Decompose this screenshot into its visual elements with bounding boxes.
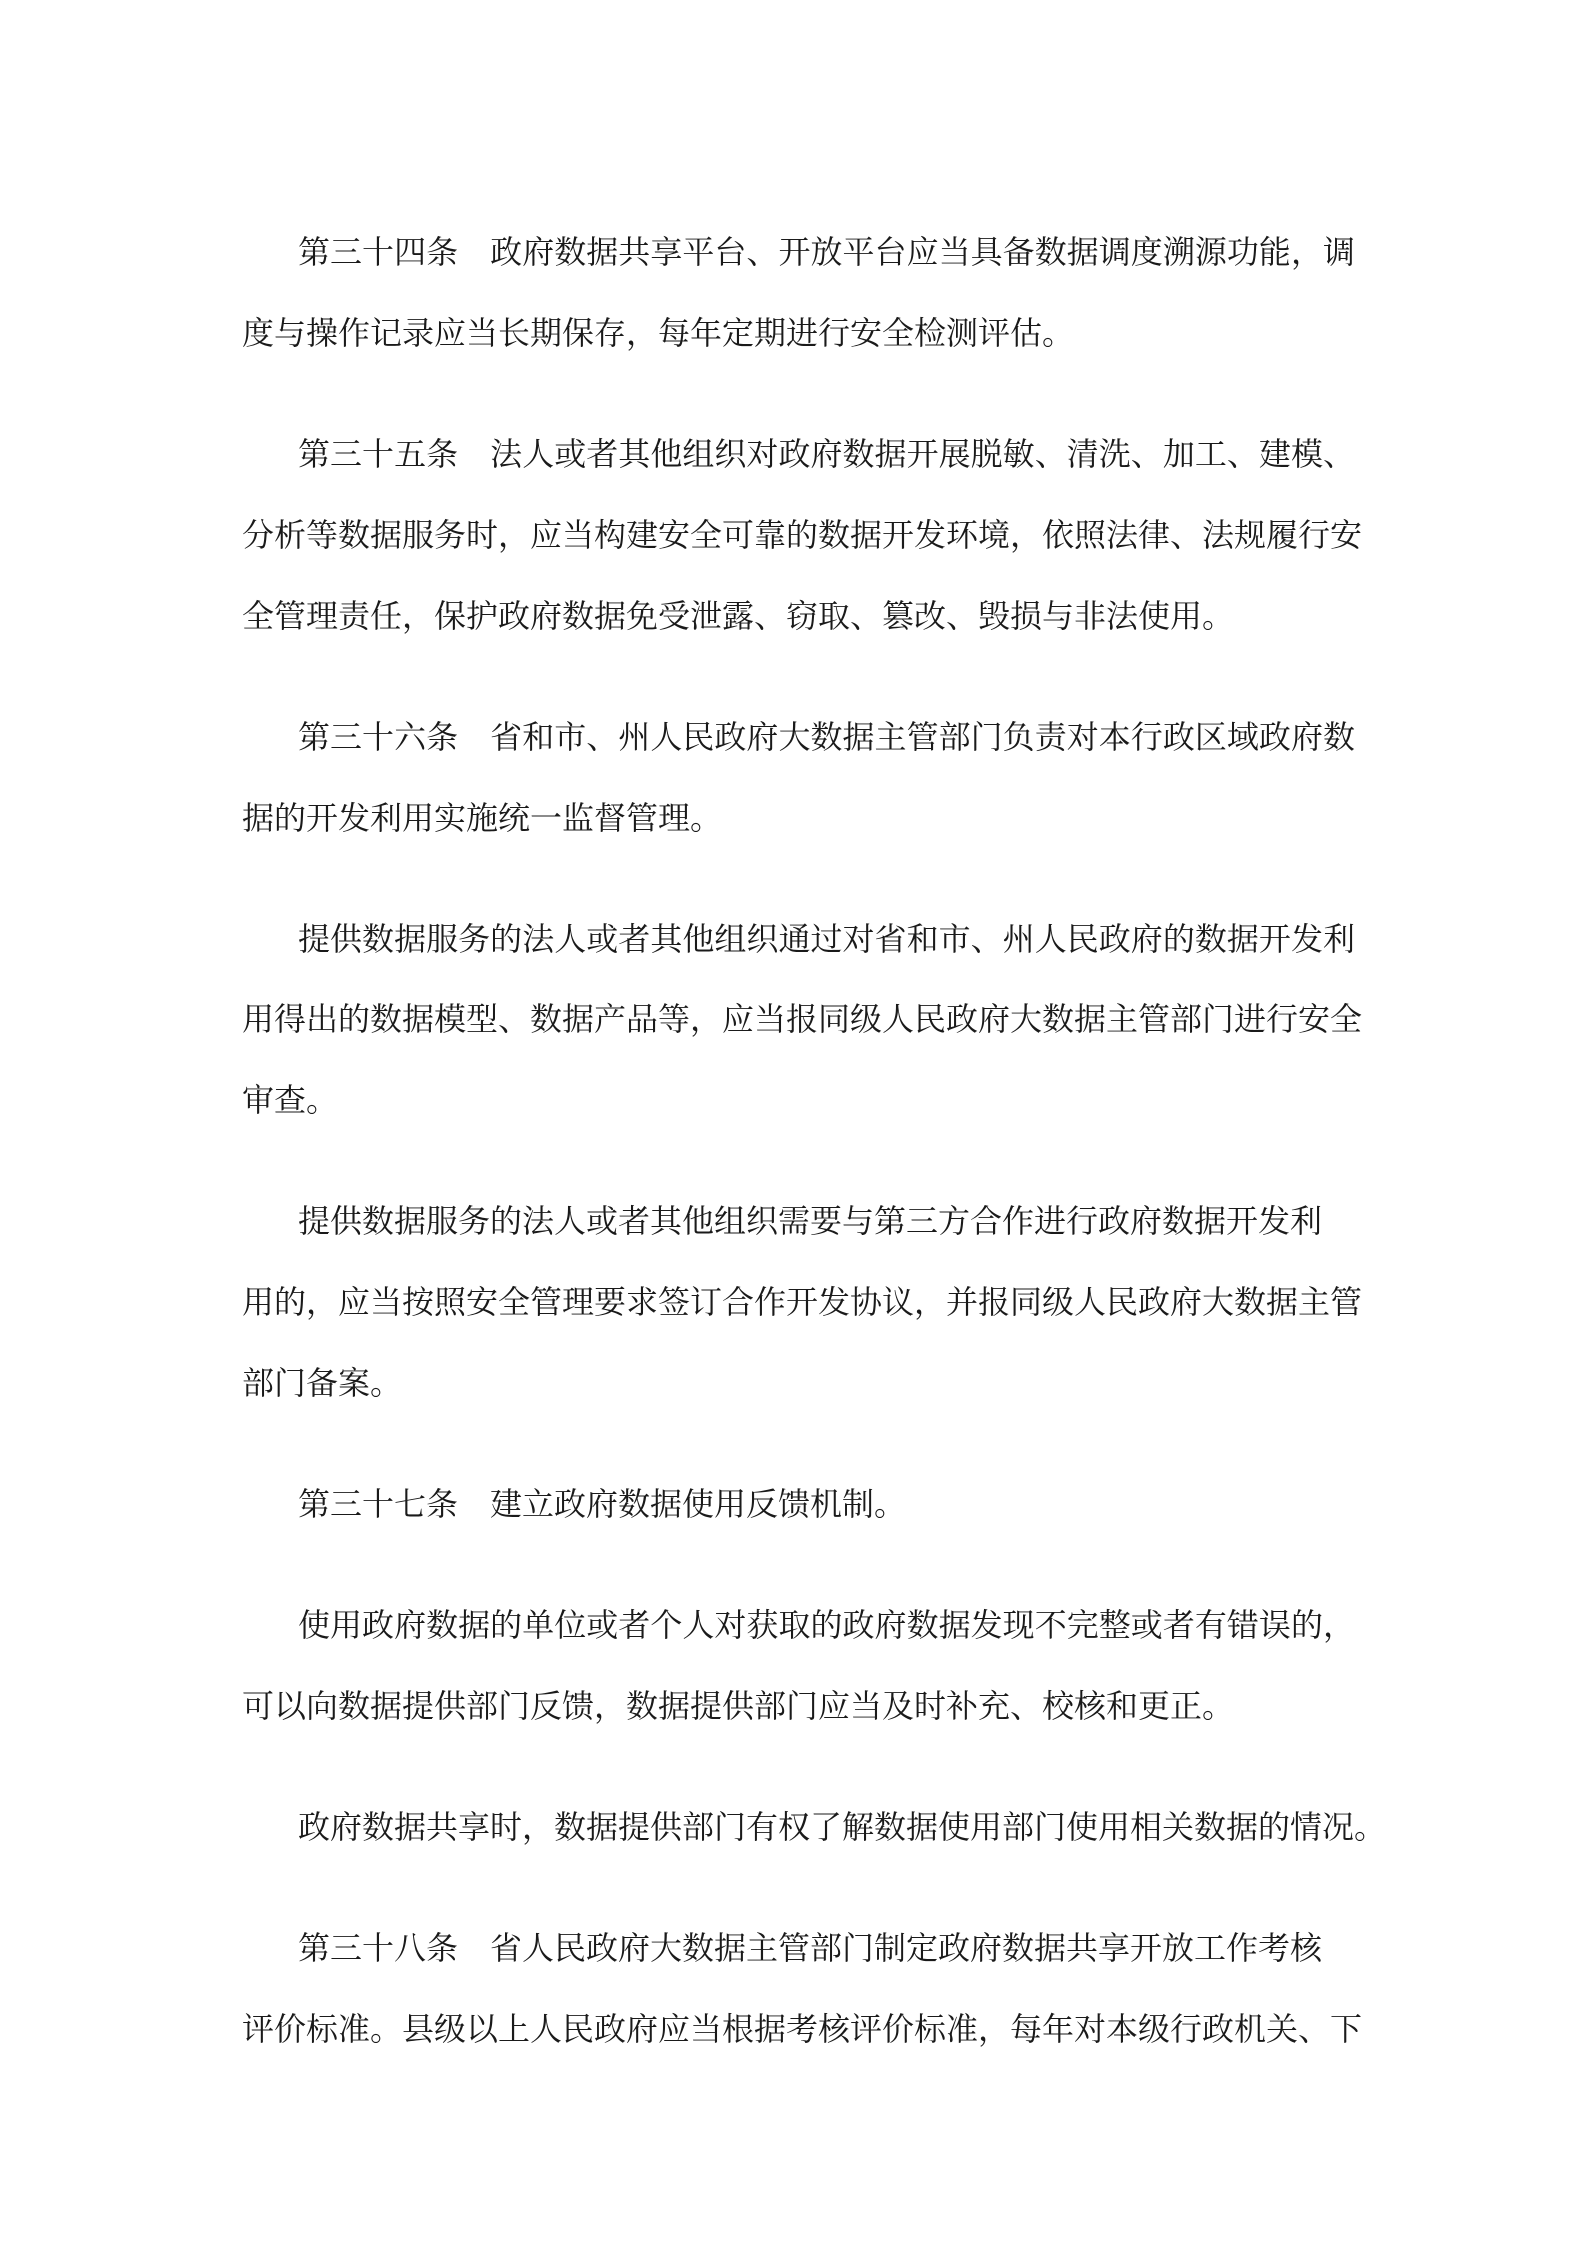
text-line: 评价标准。县级以上人民政府应当根据考核评价标准，每年对本级行政机关、下	[242, 2010, 1363, 2048]
text-line: 用得出的数据模型、数据产品等，应当报同级人民政府大数据主管部门进行安全	[242, 1000, 1363, 1038]
text-line: 使用政府数据的单位或者个人对获取的政府数据发现不完整或者有错误的，	[298, 1606, 1355, 1644]
text-line: 可以向数据提供部门反馈，数据提供部门应当及时补充、校核和更正。	[242, 1687, 1235, 1725]
text-line: 部门备案。	[242, 1364, 403, 1402]
text-line: 政府数据共享时，数据提供部门有权了解数据使用部门使用相关数据的情况。	[298, 1808, 1387, 1846]
text-line: 审查。	[242, 1081, 339, 1119]
text-line: 第三十七条 建立政府数据使用反馈机制。	[298, 1485, 907, 1523]
text-line: 用的，应当按照安全管理要求签订合作开发协议，并报同级人民政府大数据主管	[242, 1283, 1363, 1321]
text-line: 度与操作记录应当长期保存，每年定期进行安全检测评估。	[242, 314, 1075, 352]
text-line: 据的开发利用实施统一监督管理。	[242, 799, 723, 837]
text-line: 第三十六条 省和市、州人民政府大数据主管部门负责对本行政区域政府数	[298, 718, 1355, 756]
text-line: 第三十四条 政府数据共享平台、开放平台应当具备数据调度溯源功能，调	[298, 233, 1355, 271]
text-line: 第三十八条 省人民政府大数据主管部门制定政府数据共享开放工作考核	[298, 1929, 1323, 1967]
text-line: 分析等数据服务时，应当构建安全可靠的数据开发环境，依照法律、法规履行安	[242, 516, 1363, 554]
text-line: 全管理责任，保护政府数据免受泄露、窃取、篡改、毁损与非法使用。	[242, 597, 1235, 635]
text-line: 提供数据服务的法人或者其他组织通过对省和市、州人民政府的数据开发利	[298, 920, 1355, 958]
text-line: 第三十五条 法人或者其他组织对政府数据开展脱敏、清洗、加工、建模、	[298, 435, 1355, 473]
text-line: 提供数据服务的法人或者其他组织需要与第三方合作进行政府数据开发利	[298, 1202, 1323, 1240]
